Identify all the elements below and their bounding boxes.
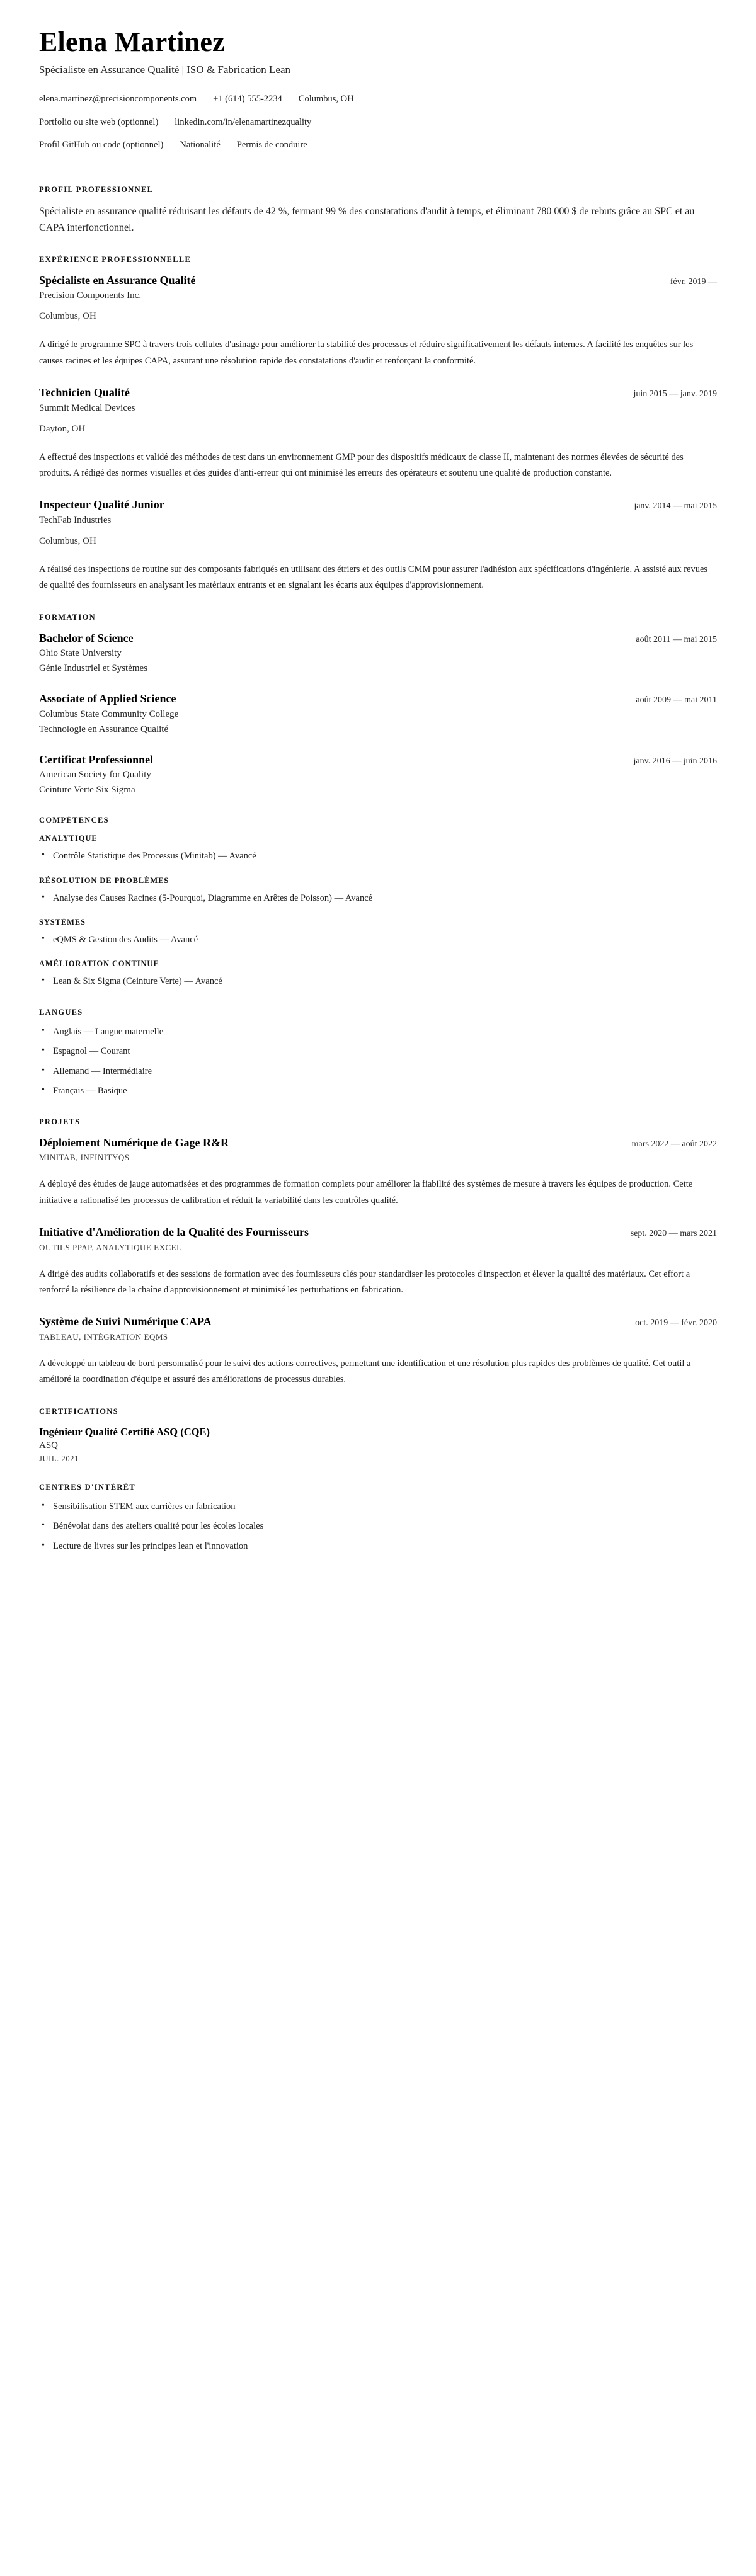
skill-item: • Analyse des Causes Racines (5-Pourquoi, Diagramme en Arêtes de Poisson) — Avancé: [39, 891, 717, 905]
degree-date: janv. 2016 — juin 2016: [633, 756, 717, 766]
skill-group-title: SYSTÈMES: [39, 917, 86, 926]
project-date: mars 2022 — août 2022: [631, 1139, 717, 1149]
contact-row: [39, 93, 717, 106]
experience-entry: [39, 498, 717, 593]
section-title-interests: CENTRES D'INTÉRÊT: [39, 1482, 136, 1491]
job-description: A effectué des inspections et validé des méthodes de test dans un environnement GMP pour des dispositifs médicaux de classe II, maintenant des normes élevées de sécurité des produits. A rédigé des normes visuelles et des guides d'anti-erreur qui ont minimisé les erreurs des opérateurs et soutenu une qualité de production constante.: [39, 452, 684, 478]
entry-header: [39, 385, 717, 400]
certification-issuer: ASQ: [39, 1440, 59, 1450]
entry-header: [39, 753, 717, 767]
skill-group: [39, 834, 717, 863]
skill-group: [39, 959, 717, 988]
section-title-profile: PROFIL PROFESSIONNEL: [39, 185, 154, 194]
skill-items: [39, 849, 717, 863]
section-title-education: FORMATION: [39, 612, 96, 622]
profile-summary: Spécialiste en assurance qualité réduisant les défauts de 42 %, fermant 99 % des constatations d'audit à temps, et éliminant 780 000 $ de rebuts grâce au SPC et au CAPA interfonctionnel.: [39, 205, 695, 233]
interest-item: • Sensibilisation STEM aux carrières en fabrication: [39, 1500, 717, 1513]
education-entry: [39, 692, 717, 736]
project-title: Déploiement Numérique de Gage R&R: [39, 1136, 229, 1149]
contact-item: Permis de conduire: [236, 140, 307, 151]
certifications-list: [39, 1425, 717, 1464]
field-of-study: Ceinture Verte Six Sigma: [39, 785, 135, 795]
section-title-projects: PROJETS: [39, 1117, 81, 1126]
job-date: févr. 2019 —: [670, 276, 717, 287]
contact-item: Columbus, OH: [298, 94, 354, 105]
section-profile: [39, 185, 717, 236]
language-item: • Français — Basique: [39, 1084, 717, 1098]
school-name: Ohio State University: [39, 648, 122, 659]
interests-list: [39, 1500, 717, 1553]
entry-header: [39, 631, 717, 646]
job-company: Summit Medical Devices: [39, 402, 135, 413]
skill-group-title: AMÉLIORATION CONTINUE: [39, 959, 159, 969]
section-education: [39, 613, 717, 797]
field-of-study: Génie Industriel et Systèmes: [39, 663, 148, 674]
section-skills: [39, 816, 717, 989]
skill-group: [39, 876, 717, 905]
entry-header: [39, 1314, 717, 1329]
job-title: Technicien Qualité: [39, 386, 130, 399]
project-description: A dirigé des audits collaboratifs et des sessions de formation avec des fournisseurs clés pour standardiser les protocoles d'inspection et élever la qualité des matériaux. Cet effort a renforcé la résilience de la chaîne d'approvisionnement et minimisé les perturbations en fabrication.: [39, 1268, 690, 1295]
certification-date: JUIL. 2021: [39, 1454, 79, 1463]
section-title-experience: EXPÉRIENCE PROFESSIONNELLE: [39, 254, 192, 264]
project-entry: [39, 1314, 717, 1388]
entry-header: [39, 498, 717, 512]
job-description: A réalisé des inspections de routine sur des composants fabriqués en utilisant des étriers et des outils CMM pour assurer l'adhésion aux spécifications d'ingénierie. A assisté aux revues de qualité des fournisseurs en analysant les matériaux entrants et en signalant les écarts aux équipes d'approvisionnement.: [39, 564, 708, 591]
certification-entry: [39, 1425, 717, 1464]
contact-row: [39, 139, 717, 152]
projects-list: [39, 1136, 717, 1388]
section-experience: [39, 255, 717, 594]
skill-item: • eQMS & Gestion des Audits — Avancé: [39, 933, 717, 947]
language-item: • Allemand — Intermédiaire: [39, 1064, 717, 1078]
entry-header: [39, 692, 717, 706]
job-date: janv. 2014 — mai 2015: [634, 501, 717, 511]
entry-header: [39, 1136, 717, 1150]
languages-list: [39, 1025, 717, 1098]
job-title: Inspecteur Qualité Junior: [39, 498, 164, 511]
job-location: Columbus, OH: [39, 535, 96, 546]
job-title: Spécialiste en Assurance Qualité: [39, 273, 196, 287]
project-description: A développé un tableau de bord personnalisé pour le suivi des actions correctives, permettant une identification et une résolution plus rapides des problèmes de qualité. Cet outil a amélioré la coordination d'équipe et assuré des améliorations de processus durables.: [39, 1358, 691, 1385]
project-title: Système de Suivi Numérique CAPA: [39, 1315, 212, 1328]
contact-item: Portfolio ou site web (optionnel): [39, 117, 159, 127]
school-name: American Society for Quality: [39, 770, 151, 780]
project-tags: OUTILS PPAP, ANALYTIQUE EXCEL: [39, 1242, 182, 1252]
section-languages: [39, 1008, 717, 1098]
candidate-name: Elena Martinez: [39, 26, 225, 57]
skill-items: [39, 933, 717, 947]
language-item: • Anglais — Langue maternelle: [39, 1025, 717, 1039]
skill-group-title: ANALYTIQUE: [39, 834, 98, 843]
job-location: Dayton, OH: [39, 423, 86, 434]
skill-items: [39, 891, 717, 905]
contact-link[interactable]: linkedin.com/in/elenamartinezquality: [175, 117, 312, 127]
section-certifications: [39, 1407, 717, 1464]
experience-list: [39, 273, 717, 594]
job-description: A dirigé le programme SPC à travers trois cellules d'usinage pour améliorer la stabilité des processus et réduire significativement les défauts internes. A facilité les enquêtes sur les causes racines et les équipes CAPA, assurant une résolution rapide des constatations d'audit et renforçant la conformité.: [39, 339, 694, 366]
job-location: Columbus, OH: [39, 311, 96, 322]
project-tags: MINITAB, INFINITYQS: [39, 1153, 130, 1163]
section-projects: [39, 1117, 717, 1388]
interest-item: • Bénévolat dans des ateliers qualité pour les écoles locales: [39, 1519, 717, 1533]
education-entry: [39, 753, 717, 797]
job-company: TechFab Industries: [39, 515, 112, 525]
project-description: A déployé des études de jauge automatisées et des programmes de formation complets pour améliorer la fiabilité des systèmes de mesure à travers les équipes de production. Cette initiative a rationalisé les processus de calibration et réduit la variabilité dans les contrôles qualité.: [39, 1179, 693, 1205]
contact-block: [39, 93, 717, 152]
field-of-study: Technologie en Assurance Qualité: [39, 724, 169, 734]
skill-items: [39, 974, 717, 988]
candidate-headline: Spécialiste en Assurance Qualité | ISO & Fabrication Lean: [39, 64, 291, 76]
job-date: juin 2015 — janv. 2019: [633, 389, 717, 399]
degree-date: août 2009 — mai 2011: [636, 695, 717, 705]
contact-item: Nationalité: [180, 140, 220, 151]
skill-item: • Contrôle Statistique des Processus (Minitab) — Avancé: [39, 849, 717, 863]
skill-item: • Lean & Six Sigma (Ceinture Verte) — Avancé: [39, 974, 717, 988]
project-date: sept. 2020 — mars 2021: [630, 1229, 717, 1239]
project-entry: [39, 1225, 717, 1298]
section-title-skills: COMPÉTENCES: [39, 816, 109, 825]
education-entry: [39, 631, 717, 676]
interest-item: • Lecture de livres sur les principes lean et l'innovation: [39, 1539, 717, 1553]
experience-entry: [39, 385, 717, 481]
project-date: oct. 2019 — févr. 2020: [635, 1318, 717, 1328]
degree-date: août 2011 — mai 2015: [636, 634, 717, 644]
project-entry: [39, 1136, 717, 1209]
project-tags: TABLEAU, INTÉGRATION EQMS: [39, 1331, 168, 1342]
section-title-languages: LANGUES: [39, 1007, 83, 1017]
entry-header: [39, 273, 717, 288]
language-item: • Espagnol — Courant: [39, 1044, 717, 1058]
degree-title: Certificat Professionnel: [39, 753, 154, 766]
degree-title: Bachelor of Science: [39, 631, 134, 644]
project-title: Initiative d'Amélioration de la Qualité des Fournisseurs: [39, 1226, 309, 1239]
skill-group: [39, 918, 717, 947]
job-company: Precision Components Inc.: [39, 290, 142, 301]
contact-link[interactable]: elena.martinez@precisioncomponents.com: [39, 94, 197, 105]
school-name: Columbus State Community College: [39, 709, 179, 719]
skill-group-title: RÉSOLUTION DE PROBLÈMES: [39, 875, 169, 885]
contact-row: [39, 117, 717, 129]
contact-item: Profil GitHub ou code (optionnel): [39, 140, 164, 151]
section-interests: [39, 1483, 717, 1553]
entry-header: [39, 1225, 717, 1240]
experience-entry: [39, 273, 717, 369]
education-list: [39, 631, 717, 797]
section-title-certifications: CERTIFICATIONS: [39, 1406, 118, 1416]
skills-list: [39, 834, 717, 989]
degree-title: Associate of Applied Science: [39, 692, 176, 705]
resume-header: [39, 28, 717, 166]
certification-title: Ingénieur Qualité Certifié ASQ (CQE): [39, 1425, 210, 1438]
contact-item: +1 (614) 555-2234: [213, 94, 282, 105]
